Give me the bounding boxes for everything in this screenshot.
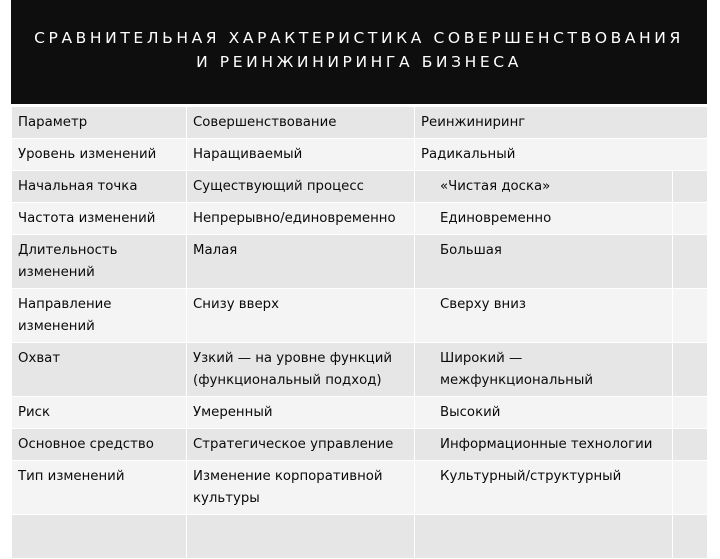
row-reengineering-cell: Информационные технологии: [415, 429, 673, 461]
row-reengineering-cell: Большая: [415, 235, 673, 289]
row-reengineering-cell: Широкий — межфункциональный: [415, 343, 673, 397]
row-parameter-cell: Риск: [12, 397, 187, 429]
row-reengineering-cell: «Чистая доска»: [415, 171, 673, 203]
row-empty-cell: [673, 171, 708, 203]
row-improvement-cell: Изменение корпоративной культуры: [187, 461, 415, 515]
table-row-empty: [12, 515, 708, 559]
row-parameter-cell: Основное средство: [12, 429, 187, 461]
row-empty-cell: [673, 203, 708, 235]
row-reengineering-cell: Культурный/структурный: [415, 461, 673, 515]
row-improvement-cell: Непрерывно/единовременно: [187, 203, 415, 235]
header-cell-parameter: Параметр: [12, 107, 187, 139]
table-row: [12, 429, 708, 461]
row-empty-cell: [673, 289, 708, 343]
header-cell-reengineering: Реинжиниринг: [415, 107, 708, 139]
table-header-row: [12, 107, 708, 139]
slide-title-line-2: И РЕИНЖИНИРИНГА БИЗНЕСА: [196, 53, 522, 71]
table-row: [12, 139, 708, 171]
empty-cell: [415, 515, 673, 559]
row-empty-cell: [673, 429, 708, 461]
comparison-table: [11, 106, 708, 559]
row-parameter-cell: Тип изменений: [12, 461, 187, 515]
row-improvement-cell: Стратегическое управление: [187, 429, 415, 461]
header-cell-improvement: Совершенствование: [187, 107, 415, 139]
row-reengineering-cell: Высокий: [415, 397, 673, 429]
row-parameter-cell: Охват: [12, 343, 187, 397]
row-reengineering-cell: Сверху вниз: [415, 289, 673, 343]
row-improvement-cell: Узкий — на уровне функций (функциональный подход): [187, 343, 415, 397]
table-row: [12, 203, 708, 235]
row-reengineering-cell: Радикальный: [415, 139, 708, 171]
slide-title-line-1: СРАВНИТЕЛЬНАЯ ХАРАКТЕРИСТИКА СОВЕРШЕНСТВОВАНИЯ: [34, 29, 684, 47]
row-empty-cell: [673, 397, 708, 429]
row-parameter-cell: Уровень изменений: [12, 139, 187, 171]
row-improvement-cell: Снизу вверх: [187, 289, 415, 343]
row-empty-cell: [673, 461, 708, 515]
row-parameter-cell: Длительность изменений: [12, 235, 187, 289]
table-row: [12, 171, 708, 203]
row-empty-cell: [673, 235, 708, 289]
row-reengineering-cell: Единовременно: [415, 203, 673, 235]
table-row: [12, 397, 708, 429]
empty-cell: [673, 515, 708, 559]
row-empty-cell: [673, 343, 708, 397]
table-row: [12, 343, 708, 397]
row-improvement-cell: Существующий процесс: [187, 171, 415, 203]
slide-title-bar: [11, 0, 707, 104]
row-improvement-cell: Малая: [187, 235, 415, 289]
row-parameter-cell: Направление изменений: [12, 289, 187, 343]
row-parameter-cell: Начальная точка: [12, 171, 187, 203]
row-parameter-cell: Частота изменений: [12, 203, 187, 235]
table-row: [12, 289, 708, 343]
table-row: [12, 461, 708, 515]
row-improvement-cell: Наращиваемый: [187, 139, 415, 171]
table-row: [12, 235, 708, 289]
empty-cell: [12, 515, 187, 559]
row-improvement-cell: Умеренный: [187, 397, 415, 429]
empty-cell: [187, 515, 415, 559]
